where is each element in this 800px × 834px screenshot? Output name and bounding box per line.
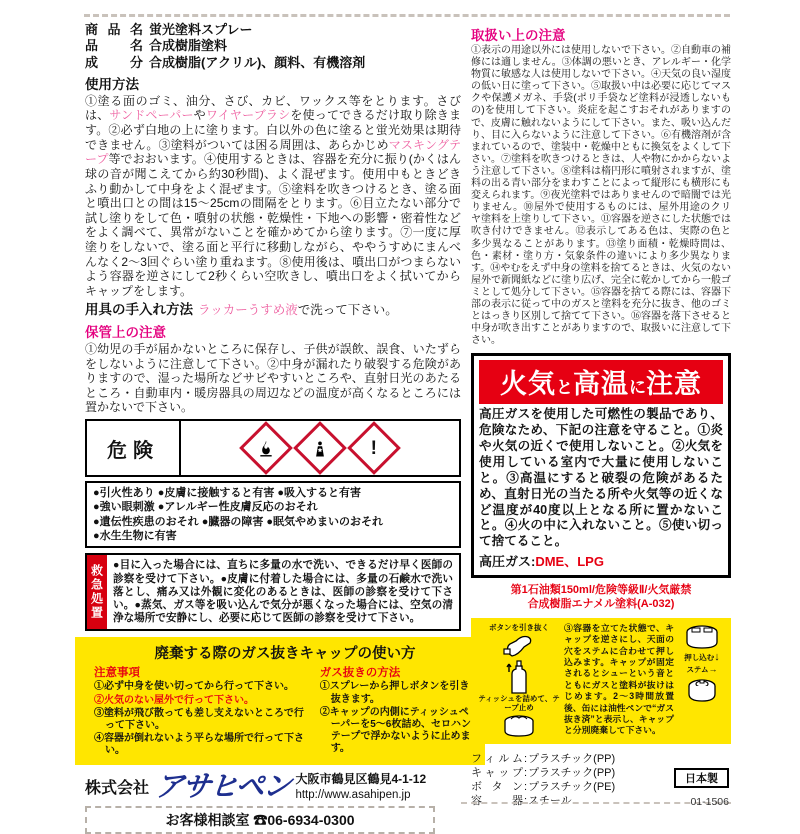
- classification-line: 合成樹脂エナメル塗料(A-032): [527, 598, 675, 611]
- flame-pictogram-icon: [239, 421, 293, 475]
- propellant-value: DME、LPG: [535, 554, 604, 570]
- disposal-method-item: ②キャップの内側にティッシュペーパーを5〜6枚詰め、セロハンテープで浮かないように止めます。: [319, 706, 471, 755]
- made-in-japan-box: 日本製: [674, 768, 729, 788]
- tissue-cap-illustration: [502, 714, 536, 738]
- hazard-line: ●強い眼刺激 ●アレルギー性皮膚反応のおそれ: [93, 501, 318, 514]
- handling-heading: 取扱い上の注意: [471, 28, 566, 43]
- banner-particle: と: [556, 378, 573, 398]
- first-aid-box: [85, 553, 461, 631]
- classification: [471, 583, 731, 612]
- usage-heading: 使用方法: [85, 76, 139, 92]
- fire-warning-body: 高圧ガスを使用した可燃性の製品であり、危険なため、下記の注意を守ること。①炎や火気の近くで使用しないこと。②火気を使用している室内で大量に使用しないこと。③高温にすると破裂の危険があるため、直射日光の当たる所や火気等の近くなど温度が40度以上となる所に置かないこと。④火の中に入れないこと。⑤使い切って捨てること。: [479, 407, 723, 549]
- classification-line: 第1石油類150ml/危険等級Ⅱ/火気厳禁: [510, 584, 692, 597]
- colon: :: [524, 795, 528, 808]
- cap-top-illustration: [684, 624, 720, 650]
- hazard-statements: [85, 481, 461, 548]
- label-code: 01-1506: [690, 795, 729, 808]
- disposal-method: [320, 664, 476, 758]
- tool-care-text: で洗って下さい。: [297, 302, 398, 317]
- right-column: [471, 22, 731, 834]
- product-row: [85, 55, 461, 71]
- usage-text: 等でおおいます。④使用するときは、容器を充分に振り(かくはん球の音が聞こえてから約30秒間)、よく混ぜます。使用中もときどきふり動かして中身をよく混ぜます。⑤塗料を吹きつけるとき、塗る面と噴出口との間は15〜25cmの間隔をとります。⑥目立たない部分で試し塗りをして色・噴射の状態・乾燥性・下地への影響・密着性などをよく調べて、異常がないことを確かめてから塗ります。⑦一度に厚塗りをしないで、塗る面と平行に移動しながら、ややうすめにまんべんなく2〜3回ぐらい塗り重ねます。⑧使用後は、噴出口がつまらないよう容器を逆さにして2秒くらい空吹きし、噴出口をよく拭いてからキャップをします。: [85, 152, 461, 298]
- propellant-line: [479, 551, 723, 570]
- hazard-line: ●引火性あり ●皮膚に接触すると有害 ●吸入すると有害: [93, 487, 362, 500]
- colon: :: [524, 781, 528, 794]
- right-arrow-icon: [708, 665, 717, 674]
- disposal-method-item: ①スプレーから押しボタンを引き抜きます。: [319, 681, 470, 705]
- product-row-label: 商品名: [85, 22, 143, 37]
- tissue-cap-label: ティッシュを詰めて、テープ止め: [478, 694, 560, 712]
- material-value: プラスチック(PP): [528, 766, 616, 779]
- disposal-notes-heading: 注意事項: [94, 667, 140, 680]
- banner-word: 高温: [573, 369, 629, 400]
- usage-highlight: マスキングテープ: [85, 137, 461, 167]
- customer-service-box: お客様相談室 ☎06-6934-0300: [85, 806, 435, 834]
- exclamation-pictogram-icon: [347, 421, 401, 475]
- disposal-note-item: ①必ず中身を使い切ってから行って下さい。: [94, 681, 294, 693]
- disposal-notes: [94, 664, 312, 758]
- left-column: [85, 22, 471, 834]
- ghs-pictograms: [181, 421, 459, 475]
- usage-highlight: ワイヤーブラシ: [205, 108, 291, 123]
- disposal-title: 廃棄する際のガス抜きキャップの使い方: [154, 646, 416, 663]
- first-aid-body: ●目に入った場合には、直ちに多量の水で洗い、できるだけ早く医師の診察を受けて下さい。●皮膚に付着した場合には、多量の石鹸水で洗い落とし、痛み又は外観に変化のあるときは、医師の診察を受けて下さい。●蒸気、ガス等を吸い込んで気分が悪くなった場合には、空気の清浄な場所で安静にし、必要に応じて医師の診察を受けて下さい。: [113, 559, 453, 625]
- material-row: [471, 752, 731, 766]
- banner-word: 火気: [500, 369, 556, 400]
- usage-highlight: サンドペーパー: [109, 108, 194, 123]
- colon: :: [524, 752, 528, 765]
- exclamation-glyph: !: [370, 437, 378, 459]
- handling-body: ①表示の用途以外には使用しないで下さい。②自動車の補修には適しません。③体調の悪いとき、アレルギー・化学物質に敏感な人は使用しないで下さい。④天気の良い湿度の低い日に塗って下さい。⑤取扱い中は必要に応じてマスクや保護メガネ、手袋(ポリ手袋など塗料が浸透しないもの)を使用して下さい。炎症を起こすおそれがありますので、皮膚に触れないようにして下さい。また、吸い込んだり、目に入らないように注意して下さい。⑥有機溶剤が含まれているので、塗装中・乾燥中ともに換気をよくして下さい。⑦塗料を吹きつけるときは、人や物にかからないよう注意して下さい。⑧塗料は楕円形に噴射されますが、塗料の出る青い部分をまわすことによって縦形にも横形にも変えられます。⑨夜光塗料ではありませんので暗闇では光りません。⑩屋外で使用するものには、屋外用途のクリヤ塗料を上塗りして下さい。⑪容器を逆さにした状態では吹き付けできません。⑫表示してある色は、実際の色と多少異なることがあります。⑬塗り面積・乾燥時間は、色・素材・塗り方・気象条件の違いにより多少異なります。⑭やむをえず中身の塗料を捨てるときは、火気のない屋外で新聞紙などに塗り広げ、完全に乾かしてから一般ゴミとして処分して下さい。⑮容器を捨てる際には、容器下部の表示に従って中のガスと塗料を充分に抜き、他のゴミとはっきり区別して捨てて下さい。⑯容器を落下させると中身が吹き出すことがありますので、取扱いに注意して下さい。: [471, 45, 731, 347]
- material-label: フィルム: [471, 752, 523, 765]
- disposal-note-item: ②火気のない屋外で行って下さい。: [94, 694, 254, 706]
- banner-word: 注意: [646, 369, 702, 400]
- first-aid-label: 救急処置: [87, 555, 107, 629]
- company-address: 大阪市鶴見区鶴見4-1-12: [295, 771, 427, 786]
- perforation-line: [84, 14, 730, 17]
- disposal-step3: ③容器を立てた状態で、キャップを逆さにし、天面の穴をステムに合わせて押し込みます。キャップが固定されるとシューという音とともにガスと塗料が抜けはじめます。2〜3時間放置後、缶には油性ペンで“ガス抜き済”と表示し、キャップと分別廃棄して下さい。: [564, 622, 674, 736]
- down-arrow-icon: [714, 653, 720, 662]
- cap-stem-illustrations: [677, 623, 727, 739]
- pull-button-label: ボタンを引き抜く: [489, 622, 549, 632]
- disposal-box: [75, 637, 485, 764]
- material-label: キャップ: [471, 766, 523, 779]
- hazard-line: ●遺伝性疾患のおそれ ●臓器の障害 ●眠気やめまいのおそれ: [93, 515, 384, 528]
- product-row-label: 品 名: [85, 38, 143, 54]
- propellant-label: 高圧ガス:: [479, 554, 536, 570]
- company-row: [85, 772, 461, 802]
- disposal-illustrations: [477, 623, 561, 739]
- disposal-note-item: ③塗料が飛び散っても差し支えないところで行って下さい。: [94, 707, 304, 732]
- hand-pull-button-illustration: [502, 633, 536, 659]
- tool-care-heading: 用具の手入れ方法: [85, 301, 193, 317]
- health-hazard-pictogram-icon: [293, 421, 347, 475]
- hazard-line: ●水生生物に有害: [93, 529, 177, 542]
- product-row-label: 成 分: [85, 54, 143, 70]
- disposal-method-heading: ガス抜きの方法: [319, 667, 401, 680]
- material-label: 容 器: [471, 795, 523, 808]
- health-hazard-glyph: [312, 440, 329, 457]
- tool-care: [85, 302, 461, 318]
- footer-right: [471, 752, 731, 809]
- product-info: [85, 22, 461, 71]
- product-row: [85, 22, 461, 38]
- label-columns: [85, 22, 731, 834]
- flame-glyph: [258, 440, 275, 457]
- disposal-illustration-box: [471, 618, 731, 744]
- can-top-illustration: [687, 676, 717, 702]
- material-value: プラスチック(PE): [528, 781, 616, 794]
- spray-can-illustration: [508, 660, 530, 694]
- push-in-text: 押し込む: [684, 652, 715, 662]
- ghs-signal-word: 危険: [87, 421, 181, 475]
- material-value: プラスチック(PP): [528, 752, 616, 765]
- usage-body: [85, 94, 461, 299]
- product-row-value: 合成樹脂塗料: [149, 38, 228, 54]
- tool-care-highlight: ラッカーうすめ液: [198, 302, 298, 317]
- product-row-value: 合成樹脂(アクリル)、顔料、有機溶剤: [149, 54, 366, 70]
- address-block: [295, 772, 426, 802]
- product-row: [85, 38, 461, 54]
- material-label: ボタン: [471, 781, 523, 794]
- footer-left: [85, 772, 461, 834]
- usage-text: を使ってできるだけ取り除きます。②必ず白地の上に塗ります。白以外の色に塗ると蛍光効果は期待できません。③塗料がついては困る周囲は、あらかじめ: [85, 108, 461, 152]
- product-row-value: 蛍光塗料スプレー: [149, 22, 253, 37]
- banner-particle: に: [629, 378, 646, 398]
- stem-text: ステム: [686, 665, 709, 675]
- disposal-columns: [94, 664, 476, 758]
- stem-label: [677, 664, 727, 675]
- company-prefix: 株式会社: [85, 779, 150, 797]
- fire-warning-banner: [479, 360, 723, 404]
- asahipen-logo: アサヒペン: [153, 770, 292, 803]
- material-value: スチール: [528, 795, 572, 808]
- company-url: http://www.asahipen.jp: [295, 788, 411, 801]
- storage-body: ①幼児の手が届かないところに保存し、子供が誤飲、誤食、いたずらをしないように注意して下さい。②中身が漏れたり破裂する危険がありますので、湿った場所などサビやすいところや、直射日光のあたるところ・自動車内・暖房器具の周辺などの温度が高くなるところには置かないで下さい。: [85, 341, 461, 415]
- colon: :: [524, 766, 528, 779]
- ghs-signal-box: [85, 419, 461, 477]
- push-in-label: [677, 651, 727, 664]
- storage-heading: 保管上の注意: [85, 324, 166, 340]
- usage-text: や: [193, 108, 206, 123]
- usage-text: ①塗る面のゴミ、油分、さび、カビ、ワックス等をとります。さびは、: [85, 93, 461, 123]
- fire-warning-box: [471, 353, 731, 578]
- disposal-note-item: ④容器が倒れないよう平らな場所で行って下さい。: [94, 733, 304, 757]
